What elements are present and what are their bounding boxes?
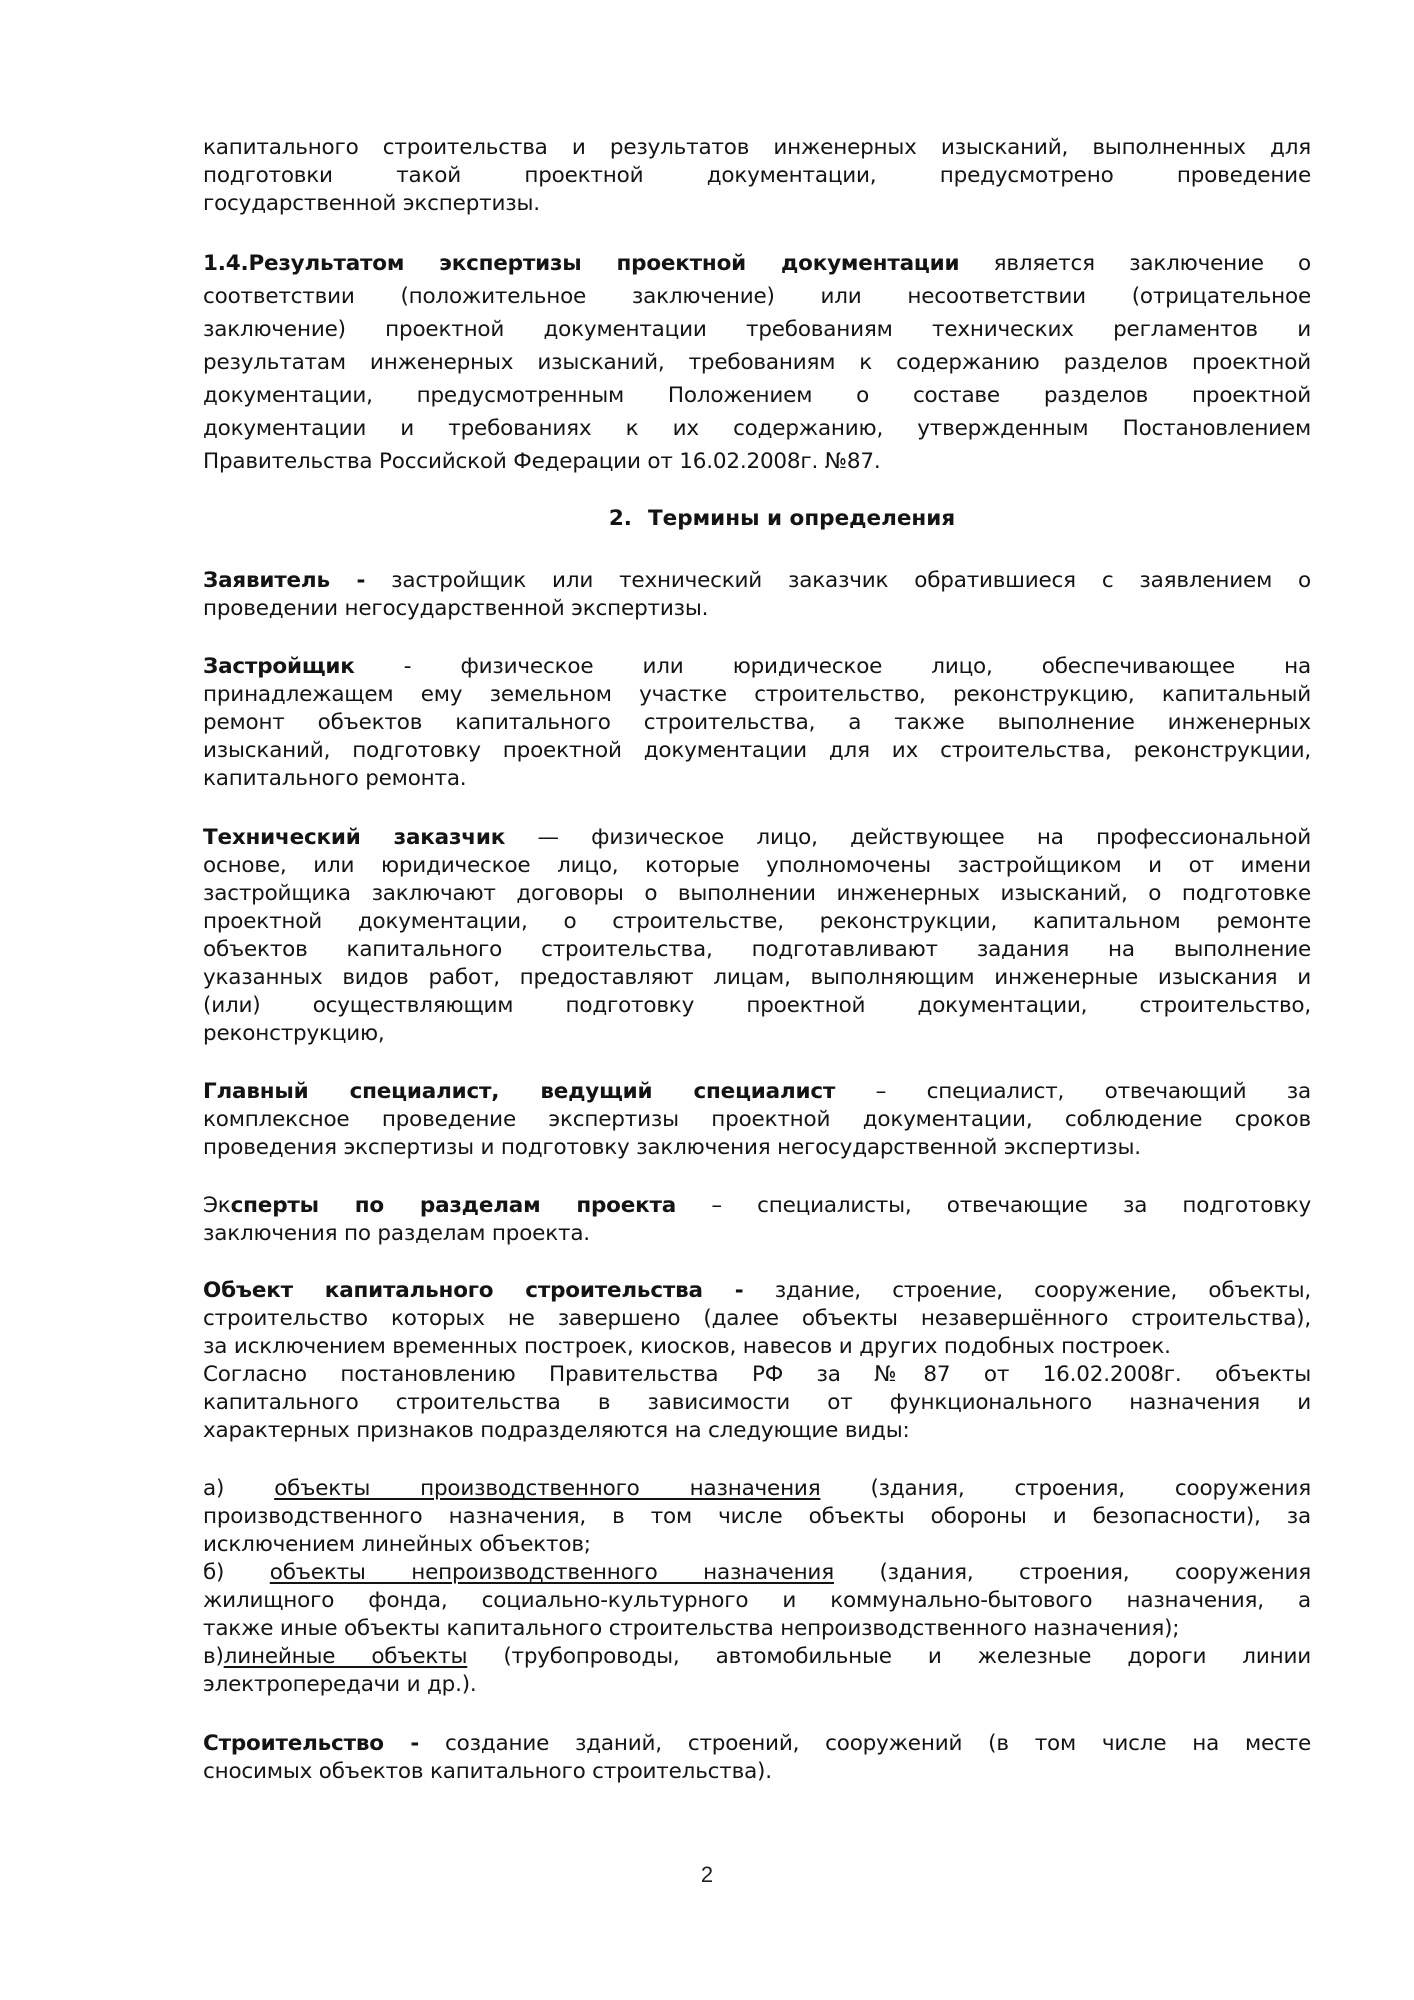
text-line: результатам инженерных изысканий, требованиям к содержанию разделов проектной <box>203 350 1311 375</box>
text-line <box>203 653 1311 681</box>
term-capital-object <box>203 1277 1311 1445</box>
clause-bold-lead: 1.4.Результатом экспертизы проектной документации <box>203 251 960 276</box>
term-definition: — физическое лицо, действующее на профессиональной <box>537 825 1312 850</box>
list-item-text: (здания, строения, сооружения <box>870 1476 1311 1501</box>
text-line: проектной документации, о строительстве, реконструкции, капитальном ремонте <box>203 909 1311 934</box>
object-types-list <box>203 1475 1311 1699</box>
list-marker: б) <box>203 1560 225 1585</box>
list-marker: а) <box>203 1476 225 1501</box>
term-label: сперты по разделам проекта <box>230 1193 677 1218</box>
term-definition: - физическое или юридическое лицо, обеспечивающее на <box>403 654 1312 679</box>
text-line <box>203 1192 1311 1220</box>
text-line: реконструкцию, <box>203 1021 385 1046</box>
text-line: ремонт объектов капитального строительства, а также выполнение инженерных <box>203 710 1311 735</box>
text-line: застройщика заключают договоры о выполнении инженерных изысканий, о подготовке <box>203 881 1311 906</box>
term-label: Объект капитального строительства - <box>203 1278 744 1303</box>
text-line: характерных признаков подразделяются на следующие виды: <box>203 1418 910 1443</box>
text-line: государственной экспертизы. <box>203 191 540 216</box>
text-line: производственного назначения, в том числе объекты обороны и безопасности), за <box>203 1504 1311 1529</box>
text-line: принадлежащем ему земельном участке строительство, реконструкцию, капитальный <box>203 682 1311 707</box>
text-line <box>203 824 1311 852</box>
term-label: Главный специалист, ведущий специалист <box>203 1079 836 1104</box>
section-heading <box>0 506 1414 531</box>
term-section-experts <box>203 1192 1311 1248</box>
text-line: документации, предусмотренным Положением о составе разделов проектной <box>203 383 1311 408</box>
term-definition: – специалисты, отвечающие за подготовку <box>711 1193 1312 1218</box>
list-item-title: объекты производственного назначения <box>274 1476 821 1501</box>
term-definition: застройщик или технический заказчик обратившиеся с заявлением о <box>391 568 1311 593</box>
clause-lead-rest: является заключение о <box>993 251 1312 276</box>
text-line: основе, или юридическое лицо, которые уполномочены застройщиком и от имени <box>203 853 1311 878</box>
term-label: Строительство - <box>203 1731 420 1756</box>
section-number: 2. <box>608 506 632 531</box>
text-line: электропередачи и др.). <box>203 1672 477 1697</box>
text-line: объектов капитального строительства, подготавливают задания на выполнение <box>203 937 1311 962</box>
term-definition: – специалист, отвечающий за <box>875 1079 1312 1104</box>
term-technical-customer <box>203 824 1311 1048</box>
section-title: Термины и определения <box>647 506 956 531</box>
text-line: капитального ремонта. <box>203 766 467 791</box>
list-item-text: (трубопроводы, автомобильные и железные дороги линии <box>503 1644 1311 1669</box>
term-applicant <box>203 567 1311 623</box>
list-item-title: объекты непроизводственного назначения <box>269 1560 834 1585</box>
text-line: Правительства Российской Федерации от 16.02.2008г. №87. <box>203 449 881 474</box>
text-line: соответствии (положительное заключение) или несоответствии (отрицательное <box>203 284 1311 309</box>
text-line: также иные объекты капитального строительства непроизводственного назначения); <box>203 1616 1180 1641</box>
text-line: жилищного фонда, социально-культурного и коммунально-бытового назначения, а <box>203 1588 1311 1613</box>
text-line: (или) осуществляющим подготовку проектной документации, строительство, <box>203 993 1311 1018</box>
text-line: сносимых объектов капитального строительства). <box>203 1759 772 1784</box>
text-line: исключением линейных объектов; <box>203 1532 591 1557</box>
text-line: заключение) проектной документации требованиям технических регламентов и <box>203 317 1311 342</box>
list-item-text: (здания, строения, сооружения <box>879 1560 1311 1585</box>
term-construction <box>203 1730 1311 1786</box>
text-line <box>203 1078 1311 1106</box>
text-line: Согласно постановлению Правительства РФ за №87 от 16.02.2008г. объекты <box>203 1362 1311 1387</box>
term-chief-specialist <box>203 1078 1311 1162</box>
list-marker: в) <box>203 1644 224 1669</box>
text-line: капитального строительства в зависимости от функционального назначения и <box>203 1390 1311 1415</box>
text-line: комплексное проведение экспертизы проектной документации, соблюдение сроков <box>203 1107 1311 1132</box>
text-line: заключения по разделам проекта. <box>203 1221 590 1246</box>
term-label-prefix: Эк <box>203 1193 231 1218</box>
text-line <box>203 247 1311 280</box>
intro-paragraph <box>203 134 1311 218</box>
text-line <box>203 1277 1311 1305</box>
list-item-b <box>203 1559 1311 1587</box>
clause-1-4-paragraph <box>203 247 1311 478</box>
text-line: проведения экспертизы и подготовку заключения негосударственной экспертизы. <box>203 1135 1141 1160</box>
text-line: за исключением временных построек, киосков, навесов и других подобных построек. <box>203 1334 1171 1359</box>
term-definition: здание, строение, сооружение, объекты, <box>774 1278 1311 1303</box>
text-line: капитального строительства и результатов инженерных изысканий, выполненных для <box>203 135 1311 160</box>
text-line: указанных видов работ, предоставляют лицам, выполняющим инженерные изыскания и <box>203 965 1311 990</box>
term-label: Заявитель - <box>203 568 366 593</box>
text-line <box>203 1730 1311 1758</box>
page-number: 2 <box>700 1862 714 1887</box>
term-label: Застройщик <box>203 654 355 679</box>
text-line: документации и требованиях к их содержанию, утвержденным Постановлением <box>203 416 1311 441</box>
term-label: Технический заказчик <box>203 825 506 850</box>
text-line: проведении негосударственной экспертизы. <box>203 596 709 621</box>
list-item-title: линейные объекты <box>223 1644 468 1669</box>
term-definition: создание зданий, строений, сооружений (в том числе на месте <box>445 1731 1312 1756</box>
list-item-c <box>203 1643 1311 1671</box>
text-line: изысканий, подготовку проектной документации для их строительства, реконструкции, <box>203 738 1311 763</box>
text-line: строительство которых не завершено (далее объекты незавершённого строительства), <box>203 1306 1311 1331</box>
list-item-a <box>203 1475 1311 1503</box>
text-line <box>203 567 1311 595</box>
text-line: подготовки такой проектной документации, предусмотрено проведение <box>203 163 1311 188</box>
term-developer <box>203 653 1311 793</box>
